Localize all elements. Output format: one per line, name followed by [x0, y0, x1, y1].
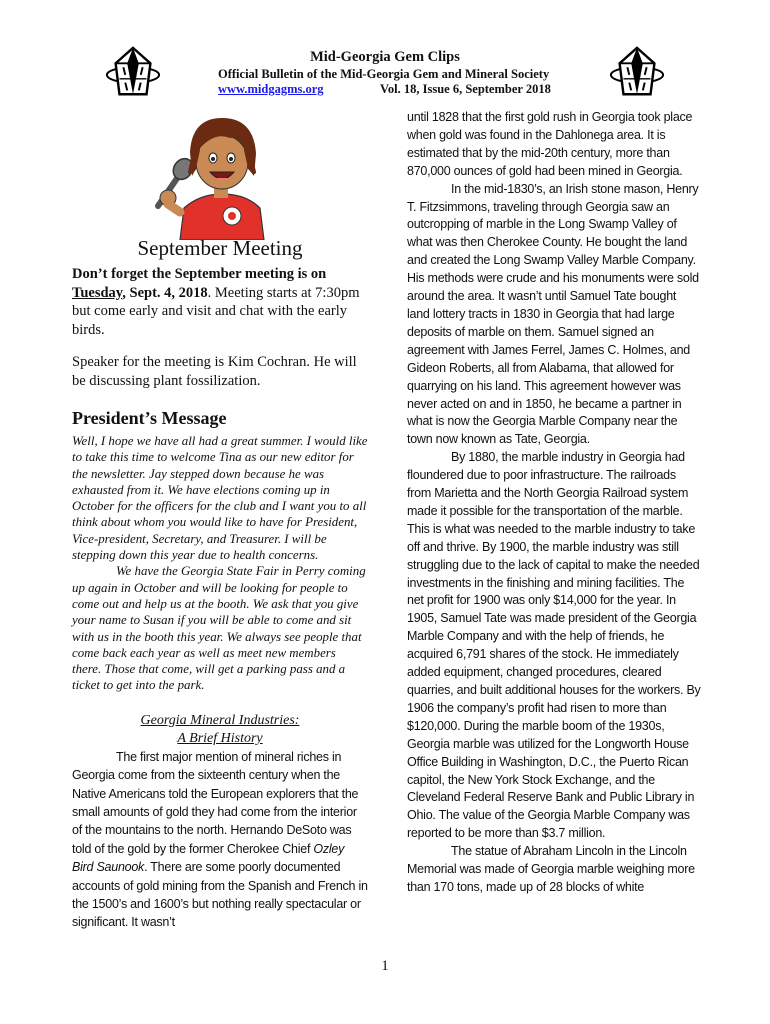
- page-number: 1: [381, 958, 389, 974]
- newsletter-title: Mid-Georgia Gem Clips: [310, 49, 460, 65]
- history-paragraph: The first major mention of mineral riches in Georgia come from the sixteenth century when the Native Americans told the European explorers that the small amounts of gold they had come from the interior of the mountains to the north. Hernando DeSoto was told of the gold by the former Cherokee Chief Ozley Bird Saunook. There are some poorly documented accounts of gold mining from the Spanish and French in the 1500’s and 1600’s but nothing really spectacular or significant. It wasn’t: [72, 749, 368, 930]
- president-paragraph: We have the Georgia State Fair in Perry coming up again in October and will be looking for people to come out and help us at the booth. We ask that you give your name to Susan if you will be able to come and sit with us in the booth this year. We always see people that come back each year as well as meet new members there. Those that come, will get a parking pass and a ticket to get into the park.: [72, 564, 366, 693]
- website-link[interactable]: www.midgagms.org: [218, 82, 324, 96]
- history-paragraph: In the mid-1830’s, an Irish stone mason, Henry T. Fitzsimmons, traveling through Georgia saw an outcropping of marble in the Long Swamp Valley of what was then Cherokee County. He bought the land and created the Long Swamp Valley Marble Company. His methods were crude and his monuments were sold around the area. It wasn’t until Samuel Tate bought land lottery tracts in 1830 in Georgia that had large deposits of marble on them. Samuel signed an agreement with James Ferrel, James C. Holmes, and Gideon Roberts, all from Alabama, that allowed for quarrying on his land. This agreement however was never acted on and in 1850, he became a partner in what is now the Georgia Marble Company near the town now known as Tate, Georgia.: [407, 181, 699, 447]
- history-heading: Georgia Mineral Industries: A Brief History: [140, 712, 300, 746]
- meeting-announcement: Don’t forget the September meeting is on Tuesday, Sept. 4, 2018. Meeting starts at 7:30pm but come early and visit and chat with the early birds.: [72, 266, 360, 338]
- volume-issue: Vol. 18, Issue 6, September 2018: [380, 82, 551, 96]
- history-paragraph: The statue of Abraham Lincoln in the Lincoln Memorial was made of Georgia marble weighing more than 170 tons, made up of 28 blocks of white: [407, 844, 695, 894]
- mascot-illustration: [150, 112, 290, 240]
- meeting-speaker: Speaker for the meeting is Kim Cochran. He will be discussing plant fossilization.: [72, 354, 357, 389]
- history-paragraph: until 1828 that the first gold rush in Georgia took place when gold was found in the Dahlonega area. It is estimated that by the mid-20th century, more than 870,000 ounces of gold had been mined in Georgia.: [407, 110, 693, 178]
- newsletter-subtitle: Official Bulletin of the Mid-Georgia Gem and Mineral Society: [218, 67, 550, 81]
- president-heading: President’s Message: [72, 408, 227, 428]
- history-paragraph: By 1880, the marble industry in Georgia had floundered due to poor infrastructure. The railroads from Marietta and the North Georgia Railroad system made it possible for the transportation of the marble. This is what was needed to the marble industry to take off and thrive. By 1900, the marble industry was still struggling due to the lack of capital to make the needed investments in the finishing and mining facilities. The net profit for 1900 was only $14,000 for the year. In 1905, Samuel Tate was made president of the Georgia Marble Company and with the help of friends, he acquired 6,791 shares of the stock. He immediately added equipment, changed procedures, cleared quarries, and built additional houses for the workers. By 1906 the company’s profit had risen to more than $120,000. During the marble boom of the 1930s, Georgia marble was utilized for the Longworth House Office Building in Washington, D.C., the Puerto Rican capitol, the New York Stock Exchange, and the Cleveland Federal Reserve Bank and Public Library in Ohio. The value of the Georgia Marble Company was reported to be more than $3.7 million.: [407, 450, 701, 841]
- president-paragraph: Well, I hope we have all had a great summer. I would like to take this time to welcome Tina as our new editor for the newsletter. Jay stepped down because he was exhausted from it. We have elections coming up in October for the officers for the club and I want you to all think about whom you would like to have for President, Vice-president, Secretary, and Treasurer. I will be stepping down this year due to health concerns.: [72, 434, 368, 563]
- meeting-heading: September Meeting: [137, 236, 303, 260]
